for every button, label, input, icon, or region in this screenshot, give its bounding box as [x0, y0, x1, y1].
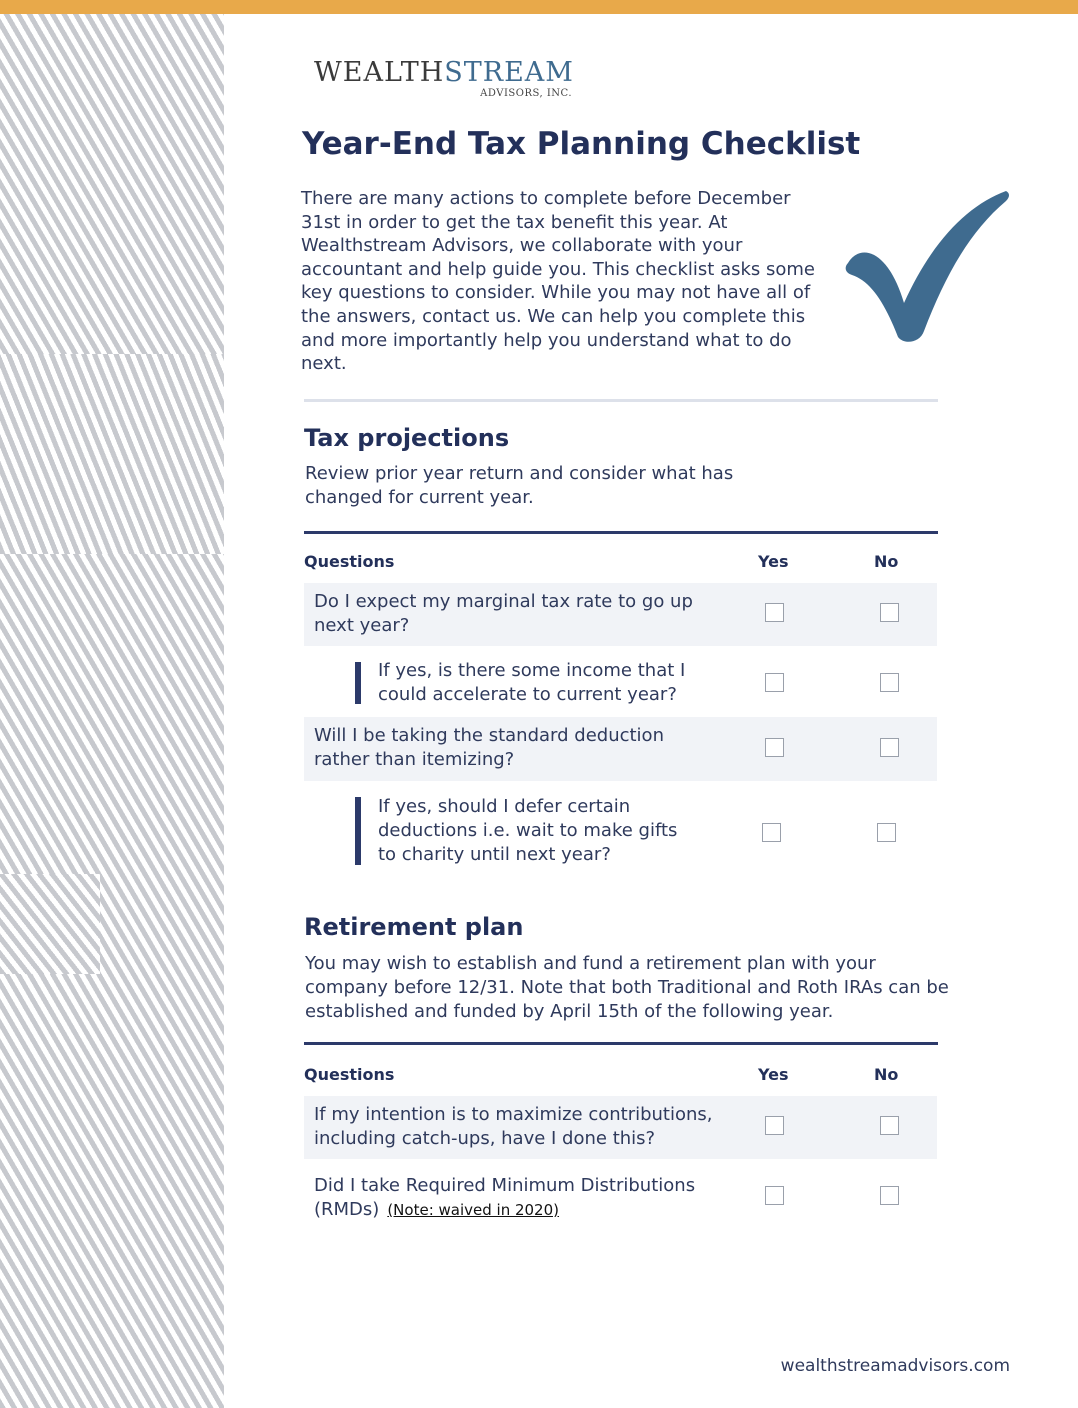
col-header-yes: Yes	[758, 1065, 789, 1084]
question-row	[304, 583, 937, 646]
section-title-tax-projections: Tax projections	[304, 424, 510, 452]
table-divider	[304, 531, 938, 534]
question-text: Will I be taking the standard deduction rather than itemizing?	[314, 725, 664, 770]
question-text: If yes, is there some income that I could accelerate to current year?	[378, 660, 686, 705]
company-logo	[314, 58, 584, 102]
indent-marker	[355, 662, 361, 704]
question-text-main: Did I take Required Minimum Distributions (RMDs)	[314, 1175, 696, 1220]
indent-marker	[355, 797, 361, 865]
question-row	[304, 1096, 937, 1159]
page-title: Year-End Tax Planning Checklist	[302, 126, 861, 162]
question-text	[314, 1174, 754, 1222]
checkmark-icon	[840, 185, 1015, 350]
logo-word-stream: STREAM	[444, 57, 574, 88]
yes-checkbox[interactable]	[762, 823, 781, 842]
stripe-pattern-block	[0, 874, 100, 974]
question-row	[304, 785, 937, 880]
table-divider	[304, 1042, 938, 1045]
col-header-yes: Yes	[758, 552, 789, 571]
no-checkbox[interactable]	[877, 823, 896, 842]
question-row	[304, 650, 937, 716]
col-header-no: No	[874, 1065, 899, 1084]
no-checkbox[interactable]	[880, 673, 899, 692]
no-checkbox[interactable]	[880, 738, 899, 757]
col-header-questions: Questions	[304, 552, 395, 571]
logo-subtitle: ADVISORS, INC.	[480, 88, 572, 99]
intro-paragraph: There are many actions to complete before December 31st in order to get the tax benefit this year. At Wealthstream Advisors, we collaborate with your accountant and help guide you. This checklist asks some key questions to consider. While you may not have all of the answers, contact us. We can help you complete this and more importantly help you understand what to do next.	[301, 188, 816, 375]
section-description: You may wish to establish and fund a retirement plan with your company before 12/31. Note that both Traditional and Roth IRAs can be established and funded by April 15th of the following year.	[305, 953, 949, 1022]
waived-note: (Note: waived in 2020)	[387, 1201, 560, 1219]
yes-checkbox[interactable]	[765, 1186, 784, 1205]
no-checkbox[interactable]	[880, 1186, 899, 1205]
question-row	[304, 1165, 937, 1229]
yes-checkbox[interactable]	[765, 673, 784, 692]
question-row	[304, 717, 937, 781]
section-title-retirement-plan: Retirement plan	[304, 913, 524, 941]
decorative-stripe-band	[0, 14, 224, 1408]
footer-website: wealthstreamadvisors.com	[780, 1356, 1010, 1376]
yes-checkbox[interactable]	[765, 738, 784, 757]
top-accent-bar	[0, 0, 1078, 14]
no-checkbox[interactable]	[880, 603, 899, 622]
question-text: If my intention is to maximize contributions, including catch-ups, have I done this?	[314, 1104, 713, 1149]
no-checkbox[interactable]	[880, 1116, 899, 1135]
col-header-questions: Questions	[304, 1065, 395, 1084]
yes-checkbox[interactable]	[765, 603, 784, 622]
logo-wordmark	[314, 58, 584, 88]
logo-word-wealth: WEALTH	[314, 57, 445, 88]
question-text: If yes, should I defer certain deductions i.e. wait to make gifts to charity until next year?	[378, 796, 678, 865]
section-description: Review prior year return and consider what has changed for current year.	[305, 463, 734, 508]
yes-checkbox[interactable]	[765, 1116, 784, 1135]
stripe-pattern-block	[0, 354, 224, 554]
question-text: Do I expect my marginal tax rate to go up next year?	[314, 591, 693, 636]
col-header-no: No	[874, 552, 899, 571]
divider	[304, 399, 938, 402]
